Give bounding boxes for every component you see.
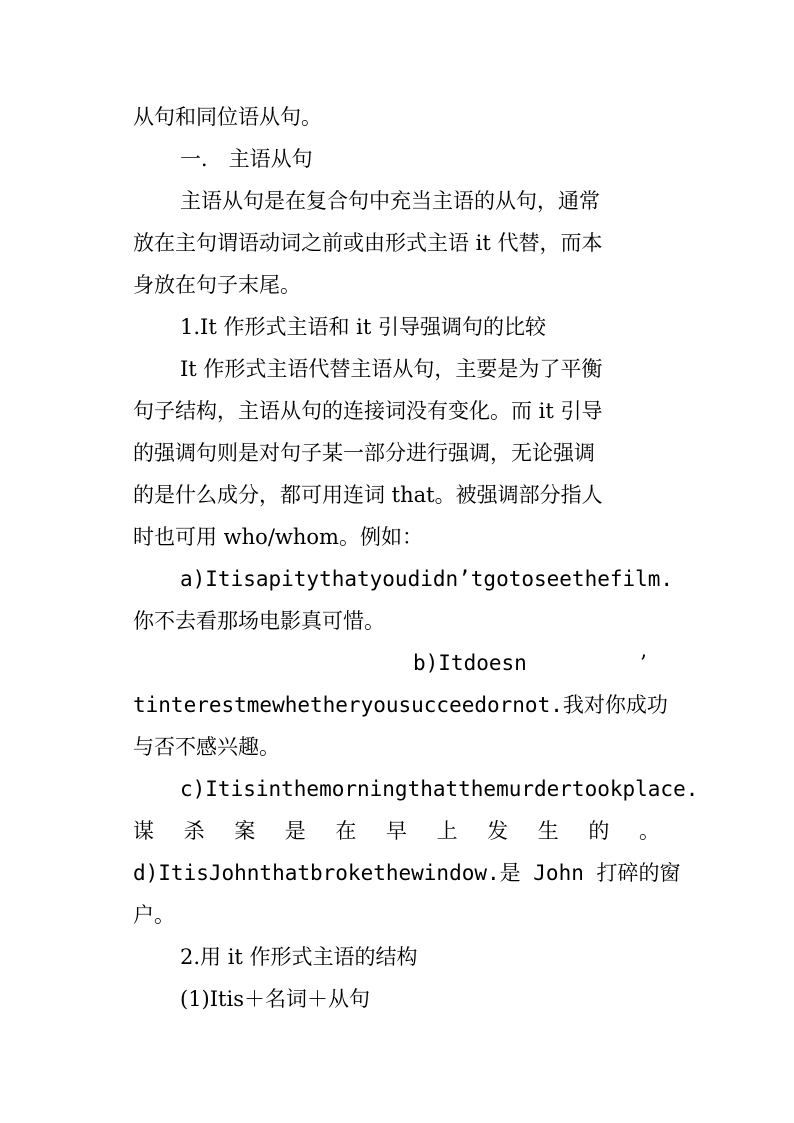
paragraph-line: 身放在句子末尾。 [133, 273, 301, 297]
paragraph-line: 放在主句谓语动词之前或由形式主语 it 代替，而本 [133, 231, 603, 255]
justified-char: 早 [385, 819, 407, 843]
justified-char: 杀 [183, 819, 205, 843]
example-sentence: tinterestmewhetheryousucceedornot.我对你成功 [133, 693, 668, 717]
justified-char: 的 [588, 819, 610, 843]
example-translation: 你不去看那场电影真可惜。 [133, 609, 385, 633]
example-translation-justified [133, 810, 660, 852]
subsection-heading: 1.It 作形式主语和 it 引导强调句的比较 [180, 315, 546, 339]
justified-char: 是 [284, 819, 306, 843]
subsection-heading: (1)Itis＋名词＋从句 [180, 987, 370, 1011]
justified-char: 。 [638, 819, 660, 843]
justified-char: 在 [335, 819, 357, 843]
section-heading: 一． 主语从句 [180, 147, 313, 171]
text-line: 从句和同位语从句。 [133, 105, 322, 129]
justified-char: 上 [436, 819, 458, 843]
justified-char: 发 [487, 819, 509, 843]
example-sentence: d)ItisJohnthatbrokethewindow.是 John 打碎的窗 [133, 861, 681, 885]
example-translation: 户。 [133, 903, 175, 927]
justified-char: 生 [537, 819, 559, 843]
justified-char: 案 [234, 819, 256, 843]
example-translation: 与否不感兴趣。 [133, 735, 280, 759]
justified-char: 谋 [133, 819, 154, 843]
paragraph-line: 的是什么成分，都可用连词 that。被强调部分指人 [133, 483, 603, 507]
paragraph-line: 主语从句是在复合句中充当主语的从句，通常 [180, 189, 600, 213]
example-sentence: a)Itisapitythatyoudidn’tgotoseethefilm. [180, 567, 674, 591]
paragraph-line: 时也可用 who/whom。例如： [133, 525, 423, 549]
paragraph-line: It 作形式主语代替主语从句，主要是为了平衡 [180, 357, 603, 381]
example-apostrophe: ’ [640, 651, 647, 675]
subsection-heading: 2.用 it 作形式主语的结构 [180, 945, 418, 969]
paragraph-line: 句子结构，主语从句的连接词没有变化。而 it 引导 [133, 399, 603, 423]
paragraph-line: 的强调句则是对句子某一部分进行强调，无论强调 [133, 441, 595, 465]
example-sentence: b)Itdoesn [413, 651, 527, 675]
example-sentence: c)Itisinthemorningthatthemurdertookplace. [180, 777, 699, 801]
